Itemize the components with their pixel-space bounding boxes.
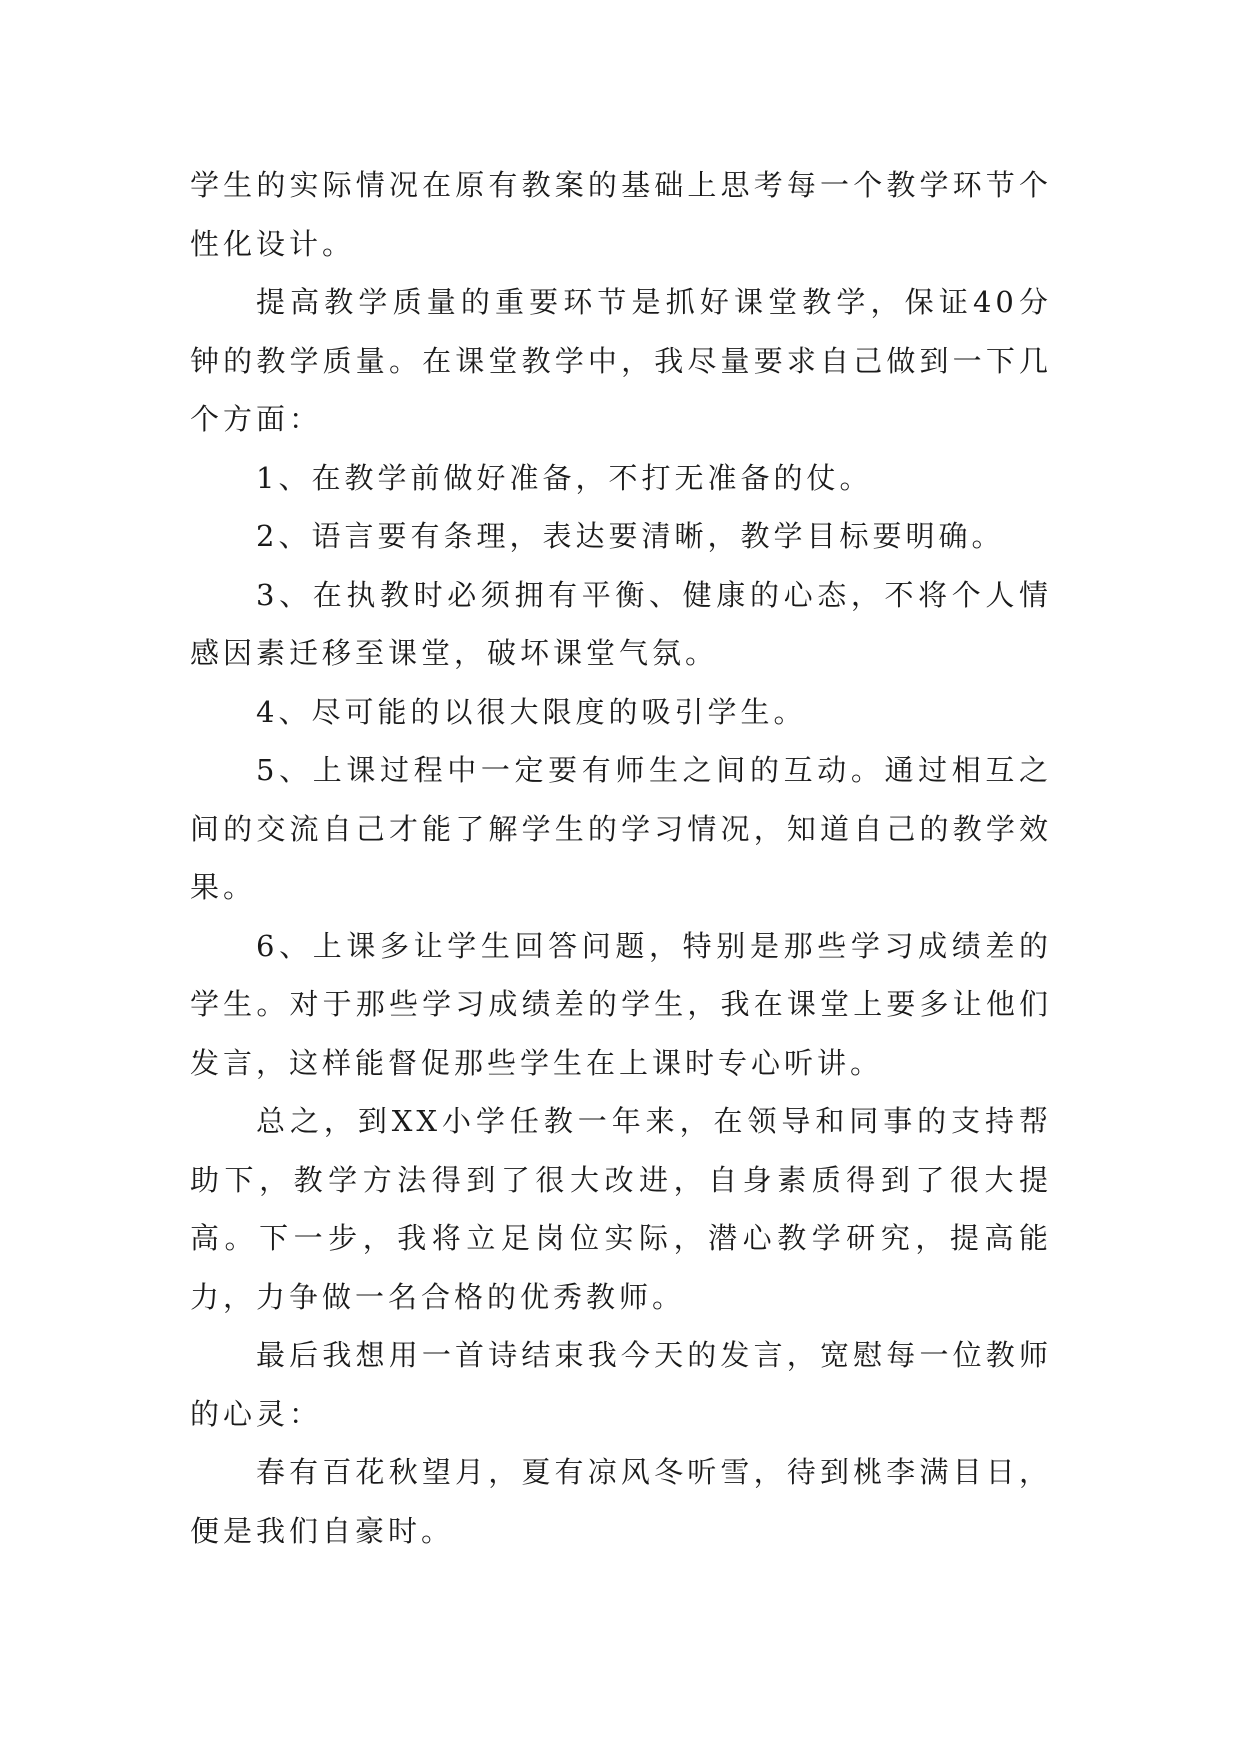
list-item-2: 2、语言要有条理，表达要清晰，教学目标要明确。 (256, 519, 1005, 553)
paragraph-closing: 最后我想用一首诗结束我今天的发言，宽慰每一位教师的心灵： (190, 1338, 1052, 1431)
paragraph-teaching-quality: 提高教学质量的重要环节是抓好课堂教学，保证40分钟的教学质量。在课堂教学中，我尽量要求自己做到一下几个方面： (190, 285, 1052, 436)
list-item-1: 1、在教学前做好准备，不打无准备的仗。 (256, 460, 873, 495)
list-item-5: 5、上课过程中一定要有师生之间的互动。通过相互之间的交流自己才能了解学生的学习情况，知道自己的教学效果。 (190, 753, 1052, 904)
paragraph-summary: 总之，到XX小学任教一年来，在领导和同事的支持帮助下，教学方法得到了很大改进，自身素质得到了很大提高。下一步，我将立足岗位实际，潜心教学研究，提高能力，力争做一名合格的优秀教师。 (190, 1104, 1052, 1314)
list-item-6: 6、上课多让学生回答问题，特别是那些学习成绩差的学生。对于那些学习成绩差的学生，我在课堂上要多让他们发言，这样能督促那些学生在上课时专心听讲。 (190, 928, 1052, 1080)
list-item-4: 4、尽可能的以很大限度的吸引学生。 (256, 694, 807, 729)
document-body (190, 156, 1052, 1560)
paragraph-continuation: 学生的实际情况在原有教案的基础上思考每一个教学环节个性化设计。 (190, 168, 1052, 261)
list-item-3: 3、在执教时必须拥有平衡、健康的心态，不将个人情感因素迁移至课堂，破坏课堂气氛。 (190, 577, 1052, 670)
paragraph-poem: 春有百花秋望月，夏有凉风冬听雪，待到桃李满目日，便是我们自豪时。 (190, 1455, 1052, 1548)
